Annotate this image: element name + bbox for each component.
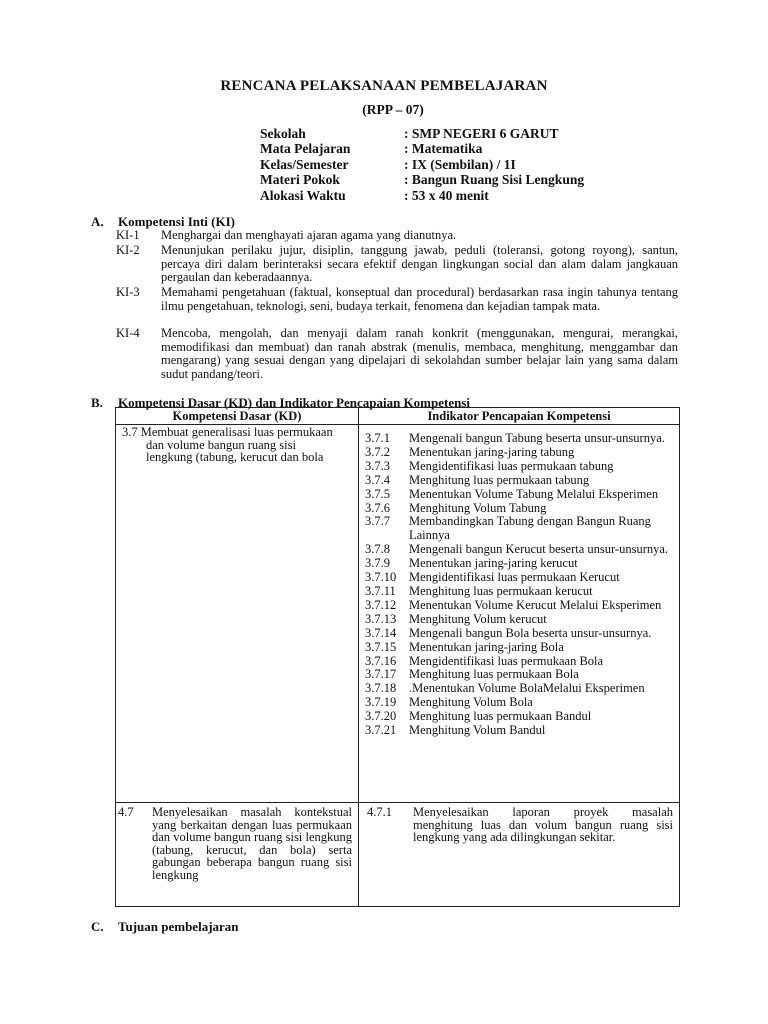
indicator-text: Menentukan jaring-jaring tabung	[409, 444, 575, 459]
section-letter: C.	[91, 919, 104, 934]
indicator-number: 3.7.10	[365, 570, 397, 585]
indicator-row	[365, 557, 673, 571]
indicator-text: Menghitung Volum Bola	[409, 695, 533, 710]
indicator-text: Mengenali bangun Bola beserta unsur-unsurnya.	[409, 625, 652, 640]
indicator-text: Menghitung Volum Tabung	[409, 500, 547, 515]
indicator-row	[365, 710, 673, 724]
section-title: Tujuan pembelajaran	[118, 919, 239, 934]
indicator-row	[365, 446, 673, 460]
indicator-text: Menentukan Volume Kerucut Melalui Eksperimen	[409, 597, 662, 612]
info-label: Kelas/Semester	[260, 156, 349, 172]
indicator-row	[365, 696, 673, 710]
indicator-4-7-1: Menyelesaikan laporan proyek masalah menghitung luas dan volum bangun ruang sisi lengkung yang ada dilingkungan sekitar.	[413, 805, 673, 845]
indicator-row	[365, 515, 673, 543]
indicator-row	[365, 682, 673, 696]
indicator-row	[365, 474, 673, 488]
section-title: Kompetensi Inti (KI)	[118, 214, 235, 229]
ki-code: KI-1	[116, 228, 140, 242]
info-row-materi	[260, 172, 584, 187]
indicator-number: 3.7.15	[365, 639, 397, 654]
info-value: : SMP NEGERI 6 GARUT	[404, 126, 559, 141]
indicator-number: 3.7.19	[365, 695, 397, 710]
indicator-text: Mengidentifikasi luas permukaan Kerucut	[409, 570, 620, 585]
indicator-text: Mengidentifikasi luas permukaan Bola	[409, 653, 604, 668]
indicator-row	[365, 599, 673, 613]
ki-code: KI-4	[116, 326, 140, 340]
ki-text: Mencoba, mengolah, dan menyaji dalam ranah konkrit (menggunakan, mengurai, merangkai, memodifikasi dan membuat) dan ranah abstrak (menulis, membaca, menghitung, menggambar dan mengarang) yang sesuai dengan yang dipelajari di sekolahdan sumber belajar lain yang sama dalam sudut pandang/teori.	[161, 326, 678, 381]
info-row-alokasi	[260, 188, 584, 203]
indicator-text: .Menentukan Volume BolaMelalui Eksperimen	[409, 681, 645, 696]
identity-block	[260, 126, 584, 203]
kd-4-7-number: 4.7	[118, 805, 134, 819]
indicator-number: 3.7.13	[365, 611, 397, 626]
indicator-number: 3.7.9	[365, 556, 390, 571]
indicator-row	[365, 432, 673, 446]
ki-text: Menghargai dan menghayati ajaran agama yang dianutnya.	[161, 228, 457, 242]
info-value: : IX (Sembilan) / 1I	[404, 156, 516, 172]
indicator-number: 3.7.16	[365, 653, 397, 668]
indicator-number: 3.7.1	[365, 431, 390, 445]
indicator-text: Mengenali bangun Tabung beserta unsur-unsurnya.	[409, 431, 665, 445]
indicator-number: 3.7.18	[365, 681, 397, 696]
indicator-row	[365, 724, 673, 738]
indicator-number: 3.7.7	[365, 514, 390, 529]
indicator-text: Mengenali bangun Kerucut beserta unsur-unsurnya.	[409, 542, 669, 557]
info-row-kelas	[260, 157, 584, 172]
indicator-row	[365, 460, 673, 474]
kd-4-7-text: Menyelesaikan masalah kontekstual yang berkaitan dengan luas permukaan dan volume bangun ruang sisi lengkung (tabung, kerucut, dan bola) serta gabungan beberapa bangun ruang sisi lengkung	[152, 805, 352, 882]
indicator-number: 3.7.3	[365, 458, 390, 473]
indicator-row	[365, 627, 673, 641]
section-letter: A.	[91, 214, 104, 229]
section-letter: B.	[91, 395, 103, 410]
indicator-number: 3.7.21	[365, 723, 397, 738]
indicator-number: 3.7.6	[365, 500, 390, 515]
indicator-text: Menghitung Volum kerucut	[409, 611, 547, 626]
info-label: Alokasi Waktu	[260, 187, 346, 203]
ki-text: Menunjukan perilaku jujur, disiplin, tanggung jawab, peduli (toleransi, gotong royong), santun, percaya diri dalam berinteraksi secara efektif dengan lingkungan social dan alam dalam jangkauan pergaulan dan keberadaannya.	[161, 243, 678, 285]
indicator-row	[365, 543, 673, 557]
indicator-row	[365, 668, 673, 682]
indicator-number: 3.7.4	[365, 472, 390, 487]
indicator-number: 3.7.5	[365, 486, 390, 501]
indicator-row	[365, 641, 673, 655]
ki-item-2	[116, 244, 678, 285]
info-row-sekolah	[260, 126, 584, 141]
indicator-number: 3.7.20	[365, 709, 397, 724]
indicator-number: 3.7.11	[365, 583, 396, 598]
kd-3-7: 3.7 Membuat generalisasi luas permukaan dan volume bangun ruang sisi lengkung (tabung, kerucut dan bola	[122, 425, 333, 465]
column-divider	[358, 408, 359, 906]
info-label: Sekolah	[260, 126, 306, 141]
indicator-text: Menghitung Volum Bandul	[409, 723, 546, 738]
section-title: Kompetensi Dasar (KD) dan Indikator Pencapaian Kompetensi	[118, 395, 470, 410]
indicator-text: Mengidentifikasi luas permukaan tabung	[409, 458, 614, 473]
ki-text: Memahami pengetahuan (faktual, konseptual dan procedural) berdasarkan rasa ingin tahunya tentang ilmu pengetahuan, teknologi, seni, budaya terkait, fenomena dan kejadian tampak mata.	[161, 285, 678, 313]
indicator-number: 3.7.8	[365, 542, 390, 557]
row-divider	[116, 802, 679, 803]
indicator-list-3-7	[365, 432, 673, 738]
kd-indicator-table	[115, 407, 680, 907]
indicator-text: Menentukan Volume Tabung Melalui Eksperimen	[409, 486, 659, 501]
indicator-text: Menghitung luas permukaan Bola	[409, 667, 579, 682]
ki-code: KI-3	[116, 285, 140, 299]
indicator-text: Membandingkan Tabung dengan Bangun Ruang Lainnya	[409, 514, 651, 543]
indicator-row	[365, 488, 673, 502]
section-c-heading	[91, 919, 239, 934]
indicator-number: 3.7.17	[365, 667, 397, 682]
indicator-row	[365, 613, 673, 627]
indicator-text: Menentukan jaring-jaring kerucut	[409, 556, 578, 571]
kd-4-7	[152, 806, 352, 882]
indicator-text: Menghitung luas permukaan Bandul	[409, 709, 592, 724]
indicator-row	[365, 585, 673, 599]
indicator-number: 3.7.12	[365, 597, 397, 612]
info-label: Materi Pokok	[260, 172, 340, 188]
ki-item-4	[116, 327, 678, 381]
indicator-text: Menentukan jaring-jaring Bola	[409, 639, 564, 654]
indicator-row	[365, 571, 673, 585]
header-indicator: Indikator Pencapaian Kompetensi	[427, 409, 611, 423]
indicator-row	[365, 655, 673, 669]
info-row-mapel	[260, 141, 584, 156]
info-value: : Bangun Ruang Sisi Lengkung	[404, 172, 585, 188]
section-a-heading	[91, 214, 235, 229]
info-value: : 53 x 40 menit	[404, 187, 489, 203]
indicator-text: Menghitung luas permukaan kerucut	[409, 583, 593, 598]
indicator-number: 3.7.14	[365, 625, 397, 640]
indicator-text: Menghitung luas permukaan tabung	[409, 472, 590, 487]
indicator-4-7-1-number: 4.7.1	[367, 805, 392, 819]
indicator-row	[365, 502, 673, 516]
indicator-number: 3.7.2	[365, 444, 390, 459]
info-value: : Matematika	[404, 141, 483, 157]
document-title: RENCANA PELAKSANAAN PEMBELAJARAN	[220, 78, 548, 94]
document-subtitle: (RPP – 07)	[362, 102, 424, 117]
info-label: Mata Pelajaran	[260, 141, 351, 157]
ki-item-3	[116, 286, 678, 313]
ki-item-1	[116, 229, 678, 243]
header-kd: Kompetensi Dasar (KD)	[172, 409, 302, 423]
ki-code: KI-2	[116, 243, 140, 257]
